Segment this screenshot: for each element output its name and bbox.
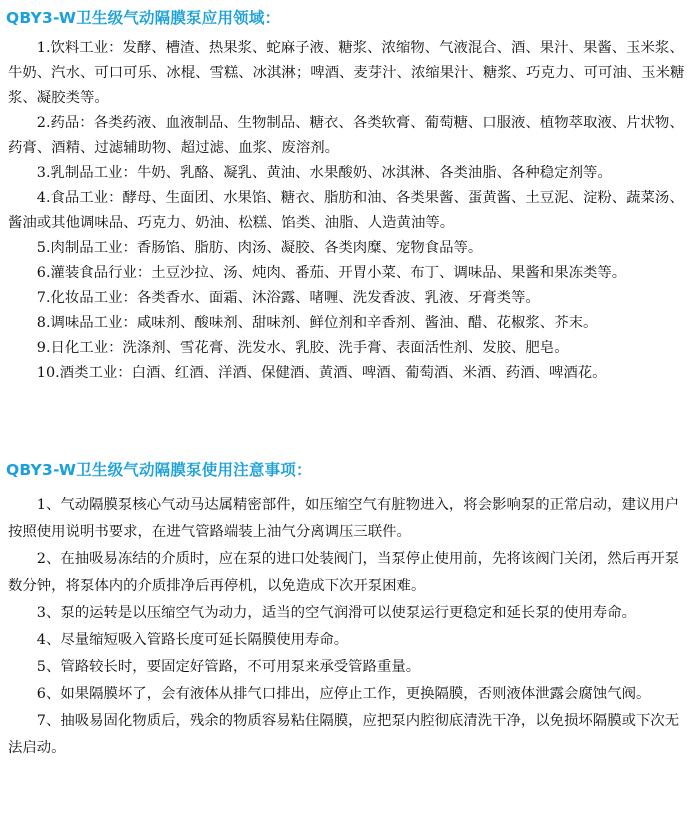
application-item-cosmetics: 7.化妆品工业：各类香水、面霜、沐浴露、啫喱、洗发香波、乳液、牙膏类等。 [36, 290, 540, 306]
note-item-1: 1、气动隔膜泵核心气动马达属精密部件，如压缩空气有脏物进入，将会影响泵的正常启动，建议用户按照使用说明书要求，在进气管路端装上油气分离调压三联件。 [8, 497, 680, 540]
notes-list [8, 492, 692, 762]
application-title: QBY3-W卫生级气动隔膜泵应用领域： [6, 9, 281, 27]
note-item-4: 4、尽量缩短吸入管路长度可延长隔膜使用寿命。 [36, 632, 349, 648]
application-item-meat: 5.肉制品工业：香肠馅、脂肪、肉汤、凝胶、各类肉糜、宠物食品等。 [36, 240, 483, 256]
application-item-pharma: 2.药品：各类药液、血液制品、生物制品、糖衣、各类软膏、葡萄糖、口服液、植物萃取液、片状物、药膏、酒精、过滤辅助物、超过滤、血浆、废溶剂。 [8, 115, 684, 156]
application-item-food: 4.食品工业：酵母、生面团、水果馅、糖衣、脂肪和油、各类果酱、蛋黄酱、土豆泥、淀粉、蔬菜汤、酱油或其他调味品、巧克力、奶油、松糕、馅类、油脂、人造黄油等。 [8, 190, 684, 231]
application-item-liquor: 10.酒类工业：白酒、红酒、洋酒、保健酒、黄酒、啤酒、葡萄酒、米酒、药酒、啤酒花。 [36, 365, 607, 381]
application-item-beverage: 1.饮料工业：发酵、槽渣、热果浆、蛇麻子液、糖浆、浓缩物、气液混合、酒、果汁、果酱、玉米浆、牛奶、汽水、可口可乐、冰棍、雪糕、冰淇淋；啤酒、麦芽汁、浓缩果汁、糖浆、巧克力、可可油、玉米糖浆、凝胶类等。 [8, 40, 685, 106]
application-item-seasoning: 8.调味品工业：咸味剂、酸味剂、甜味剂、鲜位剂和辛香剂、酱油、醋、花椒浆、芥末。 [36, 315, 598, 331]
note-item-7: 7、抽吸易固化物质后，残余的物质容易粘住隔膜，应把泵内腔彻底清洗干净，以免损坏隔膜或下次无法启动。 [8, 713, 680, 756]
application-item-canned: 6.灌装食品行业：土豆沙拉、汤、炖肉、番茄、开胃小菜、布丁、调味品、果酱和果冻类等。 [36, 265, 627, 281]
application-item-dairy: 3.乳制品工业：牛奶、乳酪、凝乳、黄油、水果酸奶、冰淇淋、各类油脂、各种稳定剂等。 [36, 165, 612, 181]
note-item-6: 6、如果隔膜坏了，会有液体从排气口排出，应停止工作，更换隔膜，否则液体泄露会腐蚀气阀。 [36, 686, 651, 702]
note-item-2: 2、在抽吸易冻结的介质时，应在泵的进口处装阀门，当泵停止使用前，先将该阀门关闭，然后再开泵数分钟，将泵体内的介质排净后再停机，以免造成下次开泵困难。 [8, 551, 680, 594]
notes-title: QBY3-W卫生级气动隔膜泵使用注意事项： [6, 461, 312, 479]
note-item-5: 5、管路较长时，要固定好管路，不可用泵来承受管路重量。 [36, 659, 421, 675]
application-item-daily-chemical: 9.日化工业：洗涤剂、雪花膏、洗发水、乳胶、洗手膏、表面活性剂、发胶、肥皂。 [36, 340, 569, 356]
note-item-3: 3、泵的运转是以压缩空气为动力，适当的空气润滑可以使泵运行更稳定和延长泵的使用寿命。 [36, 605, 636, 621]
application-list [8, 36, 692, 386]
